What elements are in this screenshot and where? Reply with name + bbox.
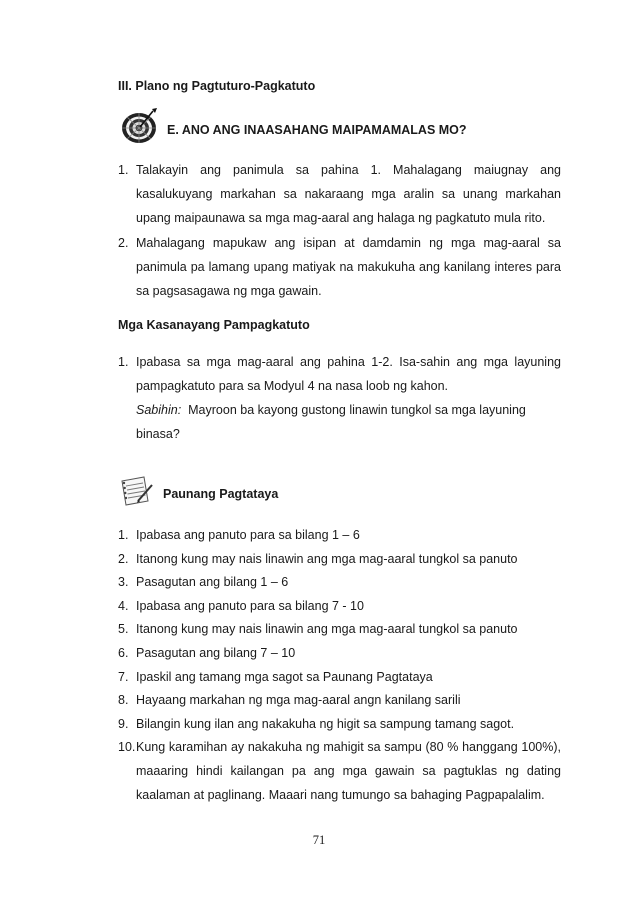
sabihin-label: Sabihin: [136,403,182,417]
list-item [118,689,561,713]
notepad-icon [118,475,154,507]
list-item [118,642,561,666]
page-number: 71 [312,833,326,847]
list-item [118,524,561,548]
list-item-number: 4. [118,598,129,613]
list-item-number: 3. [118,575,129,590]
list-item-text: Ipabasa sa mga mag-aaral ang pahina 1-2. Isa-sahin ang mga layuning pampagkatuto para sa Modyul 4 na nasa loob ng kahon. [136,355,561,393]
list-item [118,158,561,230]
list-item [118,595,561,619]
list-item-text: Talakayin ang panimula sa pahina 1. Mahalagang maiugnay ang kasalukuyang markahan sa nakaraang mga aralin sa unang markahan upang maipaunawa sa mga mag-aaral ang halaga ng pagkatuto mula rito. [136,163,561,225]
list-item-text: Hayaang markahan ng mga mag-aaral angn kanilang sarili [136,693,461,708]
dartboard-icon [119,107,159,145]
intro-list [118,158,561,304]
list-item-number: 1. [118,355,129,369]
list-item [118,618,561,642]
list-item-number: 1. [118,163,129,177]
list-item [118,231,561,303]
list-item-text: Kung karamihan ay nakakuha ng mahigit sa sampu (80 % hanggang 100%), maaaring hindi kailangan pa ang mga gawain sa pagtuklas ng dating kaalaman at paglinang. Maaari nang tumungo sa bahaging Pagpapalalim. [136,740,561,802]
list-item-text: Ipabasa ang panuto para sa bilang 7 - 10 [136,598,364,613]
list-item-text: Mahalagang mapukaw ang isipan at damdamin ng mga mag-aaral sa panimula pa lamang upang matiyak na makukuha ang kanilang interes para sa pagsasagawa ng mga gawain. [136,236,561,298]
list-item-number: 2. [118,551,129,566]
heading-e: E. ANO ANG INAASAHANG MAIPAMAMALAS MO? [167,123,467,137]
list-item [118,713,561,737]
list-item-text: Itanong kung may nais linawin ang mga mag-aaral tungkol sa panuto [136,622,518,637]
list-item-number: 5. [118,622,129,637]
list-item [118,666,561,690]
sabihin-line [136,398,561,446]
list-item-text: Ipaskil ang tamang mga sagot sa Paunang Pagtataya [136,669,433,684]
list-item-text: Ipabasa ang panuto para sa bilang 1 – 6 [136,528,360,542]
sabihin-text: Mayroon ba kayong gustong linawin tungkol sa mga layuning binasa? [136,403,526,441]
list-item [118,548,561,572]
list-item-number: 7. [118,669,129,684]
skills-list [118,350,561,446]
list-item-number: 9. [118,716,129,731]
list-item-text: Pasagutan ang bilang 7 – 10 [136,645,296,660]
list-item-number: 8. [118,693,129,708]
heading-paunang: Paunang Pagtataya [163,487,279,501]
list-item-number: 10. [118,740,136,755]
list-item-number: 2. [118,236,129,250]
subheading: Mga Kasanayang Pampagkatuto [118,318,310,332]
list-item-text: Bilangin kung ilan ang nakakuha ng higit sa sampung tamang sagot. [136,716,515,731]
section-title: III. Plano ng Pagtuturo-Pagkatuto [118,79,316,93]
list-item-text: Pasagutan ang bilang 1 – 6 [136,575,289,590]
paunang-list [118,524,561,807]
list-item [118,736,561,807]
list-item-number: 1. [118,528,129,542]
list-item-number: 6. [118,645,129,660]
list-item-text: Itanong kung may nais linawin ang mga mag-aaral tungkol sa panuto [136,551,518,566]
list-item [118,350,561,446]
list-item [118,571,561,595]
